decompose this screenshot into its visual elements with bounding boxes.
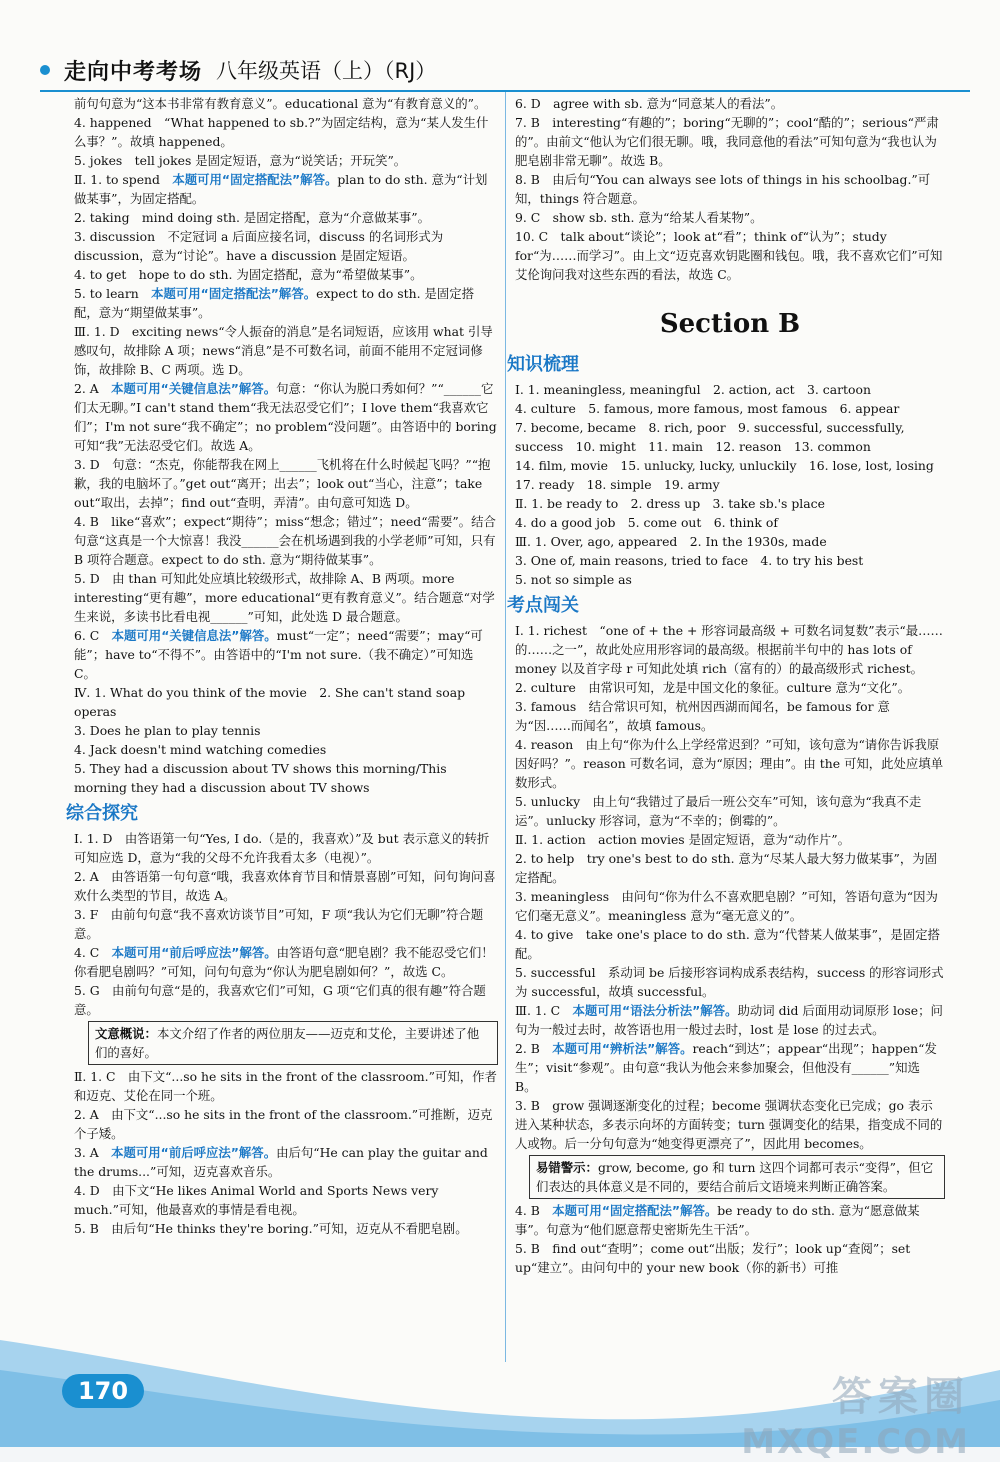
- answer-text: 3. discussion 不定冠词 a 后面应接名词，discuss 的名词形式为 discussion，意为“讨论”。have a discussion 是固定短语。: [74, 229, 444, 263]
- knowledge-list: [515, 380, 945, 589]
- answer-text: Ⅲ. 1. C: [515, 1003, 573, 1018]
- series-title: 走向中考考场: [64, 59, 203, 85]
- answer-text: 8. B 由后句“You can always see lots of things in his schoolbag.”可知，things 符合题意。: [515, 172, 931, 206]
- answer-text: 4. D 由下文“He likes Animal World and Sports News very much.”可知，他最喜欢的事情是看电视。: [74, 1183, 439, 1217]
- answer-item: [74, 1143, 498, 1181]
- answer-text: expect to do sth. 是固定搭配，意为“期望做某事”。: [74, 286, 475, 320]
- method-hint: 本题可用“语法分析法”解答。: [572, 1003, 738, 1018]
- answer-item: [74, 569, 498, 626]
- left-pre: [74, 94, 498, 170]
- answer-item: [74, 512, 498, 569]
- answer-text: 6. D agree with sb. 意为“同意某人的看法”。: [515, 96, 784, 111]
- answer-text: 3. B grow 强调逐渐变化的过程；become 强调状态变化已完成；go 表示进入某种状态，多表示向坏的方面转变；turn 强调变化的结果，指变成不同的人或物。后一分句句意为“她变得更漂亮了”，因此用 becomes。: [515, 1098, 943, 1151]
- watermark-top: 答案圈: [832, 1374, 970, 1420]
- method-hint: 本题可用“固定搭配法”解答。: [151, 286, 317, 301]
- answer-item: 17. ready 18. simple 19. army: [515, 477, 720, 492]
- warning-text: grow, become, go 和 turn 这四个词都可表示“变得”，但它们表达的具体意义是不同的，要结合前后文语境来判断正确答案。: [536, 1160, 934, 1194]
- answer-item: [74, 867, 498, 905]
- answer-text: 10. C talk about“谈论”；look at“看”；think of“认为”；study for“为……而学习”。由上文“迈克喜欢钥匙圈和钱包。哦，我不喜欢它们”可知艾伦询问我对这些东西的看法，故选 C。: [515, 229, 943, 282]
- method-hint: 本题可用“前后呼应法”解答。: [111, 945, 277, 960]
- checkpoint-part-iii-cont: [515, 1201, 945, 1277]
- exercise-iii: [74, 322, 498, 683]
- answer-text: Ⅲ. 1. D exciting news“令人振奋的消息”是名词短语，应该用 what 引导感叹句，故排除 A 项；news“消息”是不可数名词，前面不能用不定冠词修饰，故排除 B、C 两项。选 D。: [74, 324, 493, 377]
- answer-item: [515, 208, 945, 227]
- answer-item: 3. One of, main reasons, tried to face 4. to try his best: [515, 553, 864, 568]
- warning-tag: 易错警示：: [536, 1160, 598, 1175]
- answer-item: [74, 227, 498, 265]
- answer-text: 5. B 由后句“He thinks they're boring.”可知，迈克从不看肥皂剧。: [74, 1221, 468, 1236]
- answer-text: 2. B: [515, 1041, 553, 1056]
- answer-text: must“一定”；need“需要”；may“可能”；have to“不得不”。由答语中的“I'm not sure.（我不确定）”可知选 C。: [74, 628, 483, 681]
- answer-text: 助动词 did 后面用动词原形 lose；问句为一般过去时，故答语也用一般过去时，lost 是 lose 的过去式。: [515, 1003, 943, 1037]
- answer-text: Ⅱ. 1. C 由下文“...so he sits in the front of the classroom.”可知，作者和迈克、艾伦在同一个班。: [74, 1069, 497, 1103]
- answer-text: Ⅱ. 1. action action movies 是固定短语，意为“动作片”。: [515, 832, 850, 847]
- answer-text: 3. meaningless 由问句“你为什么不喜欢肥皂剧？”可知，答语句意为“因为它们毫无意义”。meaningless 意为“毫无意义的”。: [515, 889, 938, 923]
- answer-item: [74, 981, 498, 1019]
- answer-item: Ⅱ. 1. be ready to 2. dress up 3. take sb.'s place: [515, 496, 825, 511]
- answer-item: [515, 1001, 945, 1039]
- answer-item: [74, 379, 498, 455]
- answer-text: 5. successful 系动词 be 后接形容词构成系表结构，success 的形容词形式为 successful，故填 successful。: [515, 965, 944, 999]
- answer-item: [74, 1105, 498, 1143]
- answer-text: 3. A: [74, 1145, 112, 1160]
- answer-text: 4. C: [74, 945, 112, 960]
- answer-text: 由后句“He can play the guitar and the drums...”可知，迈克喜欢音乐。: [74, 1145, 488, 1179]
- answer-text: 2. taking mind doing sth. 是固定搭配，意为“介意做某事”。: [74, 210, 431, 225]
- summary-box: [88, 1021, 498, 1065]
- answer-text: 3. famous 结合常识可知，杭州因西湖而闻名，be famous for 意为“因……而闻名”，故填 famous。: [515, 699, 890, 733]
- answer-item: 3. Does he plan to play tennis: [74, 723, 261, 738]
- answer-item: [515, 963, 945, 1001]
- method-hint: 本题可用“关键信息法”解答。: [111, 628, 277, 643]
- watermark: [741, 1365, 970, 1462]
- answer-item: 5. jokes tell jokes 是固定短语，意为“说笑话；开玩笑”。: [74, 153, 407, 168]
- answer-item: [515, 792, 945, 830]
- answer-text: 2. culture 由常识可知，龙是中国文化的象征。culture 意为“文化”。: [515, 680, 911, 695]
- answer-text: 3. D 句意：“杰克，你能帮我在网上______飞机将在什么时候起飞吗？”“抱歉，我的电脑坏了。”get out“离开；出去”；look out“当心，注意”；take out“取出，去掉”；find out“查明，弄清”。由句意可知选 D。: [74, 457, 491, 510]
- answer-text: 句意：“你认为脱口秀如何？”“______它们太无聊。”I can't stand them“我无法忍受它们”；I love them“我喜欢它们”；I'm not sure“我不确定”；no problem“没问题”。由答语中的 boring 可知“我”无法忍受它们。故选 A。: [74, 381, 497, 453]
- summary-tag: 文意概说：: [95, 1026, 157, 1041]
- answer-item: [74, 829, 498, 867]
- running-header: [40, 50, 436, 90]
- answer-item: Ⅰ. 1. meaningless, meaningful 2. action, act 3. cartoon: [515, 382, 871, 397]
- answer-item: [74, 1067, 498, 1105]
- checkpoint-part-ii: [515, 830, 945, 1001]
- answer-text: 4. reason 由上句“你为什么上学经常迟到？”可知，该句意为“请你告诉我原因好吗？”。reason 可数名词，意为“原因；理由”。由 the 可知，此处应填单数形式。: [515, 737, 944, 790]
- answer-text: 2. to help try one's best to do sth. 意为“尽某人最大努力做某事”，为固定搭配。: [515, 851, 938, 885]
- method-hint: 本题可用“固定搭配法”解答。: [172, 172, 338, 187]
- column-divider: [505, 92, 506, 1362]
- answer-item: [74, 1181, 498, 1219]
- comp-part-i: [74, 829, 498, 1019]
- answer-item: 5. not so simple as: [515, 572, 632, 587]
- answer-text: 2. A 由答语第一句句意“哦，我喜欢体育节目和情景喜剧”可知，问句询问喜欢什么类型的节目，故选 A。: [74, 869, 496, 903]
- answer-text: 4. B like“喜欢”；expect“期待”；miss“想念；错过”；need“需要”。结合句意“这真是一个大惊喜！我没______会在机场遇到我的小学老师”可知，只有 B 项符合题意。expect to do sth. 意为“期待做某事”。: [74, 514, 496, 567]
- answer-text: Ⅰ. 1. richest “one of + the + 形容词最高级 + 可数名词复数”表示“最……的……之一”，故此处应用形容词的最高级。根据前半句中的 has lots of money 以及首字母 r 可知此处填 rich（富有的）的最高级形式 richest。: [515, 623, 943, 676]
- answer-item: [515, 735, 945, 792]
- answer-item: [515, 1096, 945, 1153]
- answer-item: [74, 170, 498, 208]
- answer-text: Ⅰ. 1. D 由答语第一句“Yes, I do.（是的，我喜欢）”及 but 表示意义的转折可知应选 D，意为“我的父母不允许我看太多（电视）”。: [74, 831, 490, 865]
- answer-text: plan to do sth. 意为“计划做某事”，为固定搭配。: [74, 172, 488, 206]
- answer-text: 6. C: [74, 628, 112, 643]
- summary-text: 本文介绍了作者的两位朋友——迈克和艾伦，主要讲述了他们的喜好。: [95, 1026, 480, 1060]
- exercise-iv: [74, 683, 498, 797]
- answer-item: [74, 626, 498, 683]
- answer-text: Ⅱ. 1. to spend: [74, 172, 173, 187]
- answer-item: 4. happened “What happened to sb.?”为固定结构，意为“某人发生什么事？”。故填 happened。: [74, 115, 489, 149]
- answer-item: [515, 830, 945, 849]
- answer-text: 4. to give take one's place to do sth. 意为“代替某人做某事”，是固定搭配。: [515, 927, 940, 961]
- answer-item: 4. Jack doesn't mind watching comedies: [74, 742, 327, 757]
- answer-item: [515, 113, 945, 170]
- left-column: [66, 94, 498, 1238]
- answer-text: 4. B: [515, 1203, 553, 1218]
- method-hint: 本题可用“关键信息法”解答。: [111, 381, 277, 396]
- answer-item: [515, 887, 945, 925]
- answer-item: [74, 1219, 498, 1238]
- answer-item: [515, 170, 945, 208]
- answer-text: reach“到达”；appear“出现”；happen“发生”；visit“参观”。由句意“我认为他会来参加聚会，但他没有______”知选 B。: [515, 1041, 937, 1094]
- answer-item: 7. become, became 8. rich, poor 9. successful, successfully, success 10. might 11. main 12. reason 13. common: [515, 420, 905, 454]
- answer-text: be ready to do sth. 意为“愿意做某事”。句意为“他们愿意帮史密斯先生干活”。: [515, 1203, 920, 1237]
- answer-text: 4. to get hope to do sth. 为固定搭配，意为“希望做某事”。: [74, 267, 423, 282]
- answer-text: 9. C show sb. sth. 意为“给某人看某物”。: [515, 210, 763, 225]
- comp-part-ii: [74, 1067, 498, 1238]
- checkpoint-part-i: [515, 621, 945, 830]
- answer-item: [74, 322, 498, 379]
- right-pre: [515, 94, 945, 284]
- answer-item: 前句句意为“这本书非常有教育意义”。educational 意为“有教育意义的”。: [74, 96, 487, 111]
- answer-text: 3. F 由前句句意“我不喜欢访谈节目”可知，F 项“我认为它们无聊”符合题意。: [74, 907, 484, 941]
- answer-item: [515, 94, 945, 113]
- answer-text: 由答语句意“肥皂剧？我不能忍受它们！你看肥皂剧吗？”可知，问句句意为“你认为肥皂剧如何？”，故选 C。: [74, 945, 494, 979]
- watermark-bottom: MXQE.COM: [741, 1422, 970, 1462]
- subject-title: 八年级英语（上）（RJ）: [216, 59, 437, 83]
- answer-item: 14. film, movie 15. unlucky, lucky, unluckily 16. lose, lost, losing: [515, 458, 934, 473]
- section-heading-comprehensive: 综合探究: [66, 803, 138, 824]
- answer-text: 7. B interesting“有趣的”；boring“无聊的”；cool“酷的”；serious“严肃的”。由前文“他认为它们很无聊。哦，我同意他的看法”可知句意为“我也认为肥皂剧非常无聊”。故选 B。: [515, 115, 939, 168]
- section-heading-checkpoints: 考点闯关: [507, 595, 579, 616]
- method-hint: 本题可用“固定搭配法”解答。: [552, 1203, 718, 1218]
- answer-item: [74, 284, 498, 322]
- answer-item: 4. culture 5. famous, more famous, most famous 6. appear: [515, 401, 900, 416]
- answer-item: Ⅲ. 1. Over, ago, appeared 2. In the 1930s, made: [515, 534, 827, 549]
- answer-item: [515, 1201, 945, 1239]
- section-heading-knowledge: 知识梳理: [507, 354, 579, 375]
- answer-text: 2. A 由下文“...so he sits in the front of the classroom.”可推断，迈克个子矮。: [74, 1107, 493, 1141]
- answer-item: [515, 1039, 945, 1096]
- answer-item: [515, 227, 945, 284]
- exercise-ii: [74, 170, 498, 322]
- answer-text: 5. G 由前句句意“是的，我喜欢它们”可知，G 项“它们真的很有趣”符合题意。: [74, 983, 486, 1017]
- warning-box: [529, 1155, 945, 1199]
- answer-item: [74, 455, 498, 512]
- method-hint: 本题可用“辨析法”解答。: [552, 1041, 693, 1056]
- bullet-icon: [40, 65, 50, 75]
- right-column: [507, 94, 945, 1277]
- method-hint: 本题可用“前后呼应法”解答。: [111, 1145, 277, 1160]
- answer-text: 5. to learn: [74, 286, 152, 301]
- answer-item: [515, 1239, 945, 1277]
- answer-item: [74, 943, 498, 981]
- answer-item: 4. do a good job 5. come out 6. think of: [515, 515, 778, 530]
- answer-item: 5. They had a discussion about TV shows this morning/This morning they had a discussion about TV shows: [74, 761, 447, 795]
- answer-text: 5. D 由 than 可知此处应填比较级形式，故排除 A、B 两项。more interesting“更有趣”，more educational“更有教育意义”。结合题意“对学生来说，多读书比看电视______”可知，此处选 D 最合题意。: [74, 571, 495, 624]
- page-number: 170: [62, 1374, 144, 1408]
- answer-item: [74, 905, 498, 943]
- answer-text: 5. B find out“查明”；come out“出版；发行”；look up“查阅”；set up“建立”。由问句中的 your new book（你的新书）可推: [515, 1241, 911, 1275]
- checkpoint-part-iii: [515, 1001, 945, 1153]
- answer-item: [74, 265, 498, 284]
- answer-item: [74, 208, 498, 227]
- answer-text: 5. unlucky 由上句“我错过了最后一班公交车”可知，该句意为“我真不走运”。unlucky 形容词，意为“不幸的；倒霉的”。: [515, 794, 922, 828]
- answer-item: [515, 849, 945, 887]
- answer-text: 2. A: [74, 381, 112, 396]
- answer-item: [515, 697, 945, 735]
- answer-item: [515, 678, 945, 697]
- answer-item: Ⅳ. 1. What do you think of the movie 2. She can't stand soap operas: [74, 685, 466, 719]
- answer-item: [515, 621, 945, 678]
- section-b-title: Section B: [659, 309, 801, 339]
- answer-item: [515, 925, 945, 963]
